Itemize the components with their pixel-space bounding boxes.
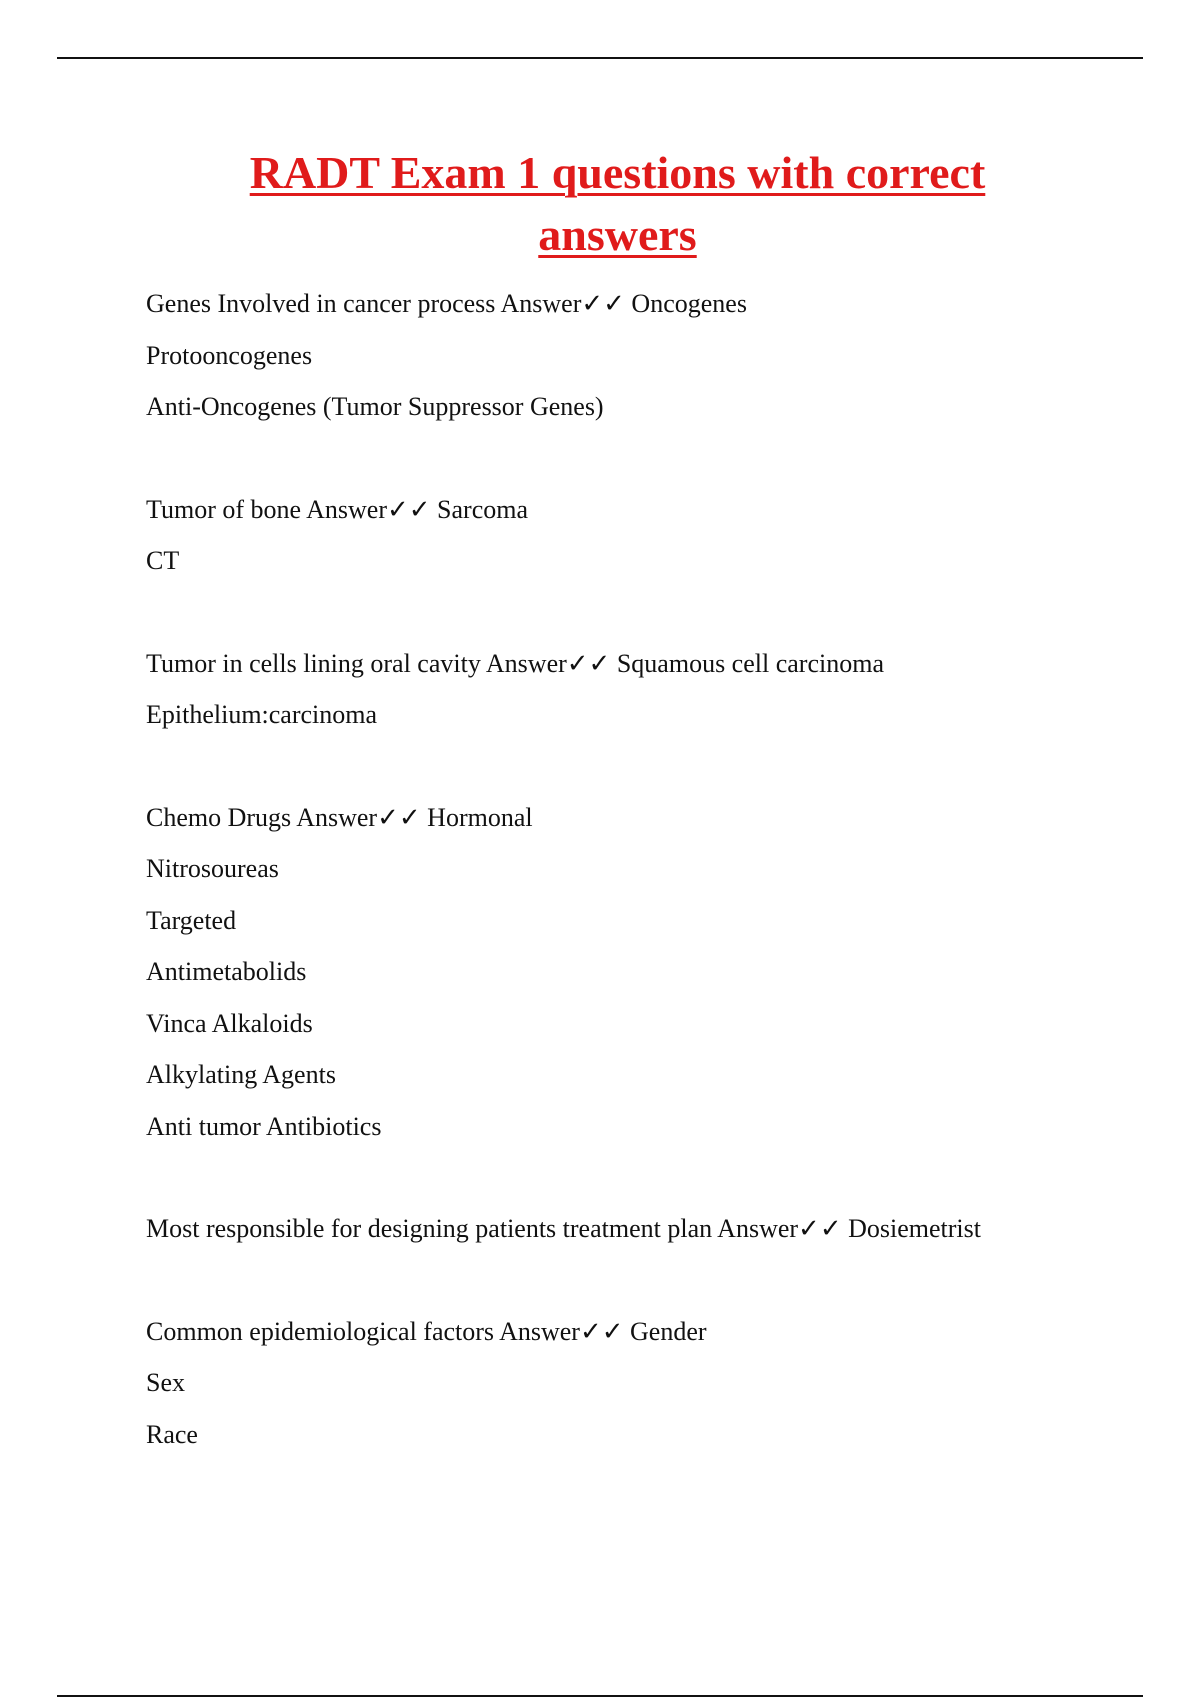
qa-answer-line: Targeted	[146, 905, 237, 935]
qa-answer-line: Protooncogenes	[146, 340, 313, 370]
qa-answer-line: CT	[146, 546, 180, 575]
qa-question-line: Genes Involved in cancer process Answer✓✓ Oncogenes	[146, 289, 747, 318]
qa-block-epidemiological	[146, 1306, 1146, 1461]
qa-answer-line: Alkylating Agents	[146, 1060, 336, 1089]
qa-question-line: Common epidemiological factors Answer✓✓ Gender	[146, 1316, 707, 1346]
qa-question-line: Chemo Drugs Answer✓✓ Hormonal	[146, 802, 533, 832]
qa-block-chemo-drugs	[146, 792, 1146, 1153]
qa-answer-line: Sex	[146, 1368, 185, 1397]
qa-block-genes	[146, 278, 1146, 433]
top-rule	[57, 57, 1143, 59]
qa-answer-line: Race	[146, 1419, 198, 1449]
qa-answer-line: Antimetabolids	[146, 957, 307, 986]
qa-answer-line: Anti-Oncogenes (Tumor Suppressor Genes)	[146, 392, 604, 421]
bottom-rule	[57, 1695, 1143, 1697]
qa-block-bone-tumor	[146, 484, 1146, 587]
title-line-1: RADT Exam 1 questions with correct	[249, 147, 986, 198]
qa-answer-line: Nitrosoureas	[146, 854, 279, 883]
qa-content	[146, 278, 1146, 1511]
document-title	[0, 142, 1200, 266]
qa-answer-line: Vinca Alkaloids	[146, 1008, 313, 1038]
qa-block-oral-cavity	[146, 638, 1146, 741]
qa-question-line: Tumor in cells lining oral cavity Answer✓✓ Squamous cell carcinoma	[146, 648, 884, 678]
qa-answer-line: Anti tumor Antibiotics	[146, 1111, 382, 1141]
qa-block-treatment-plan	[146, 1203, 1146, 1255]
qa-question-line: Tumor of bone Answer✓✓ Sarcoma	[146, 494, 529, 524]
qa-answer-line: Epithelium:carcinoma	[146, 700, 378, 729]
qa-question-line: Most responsible for designing patients treatment plan Answer✓✓ Dosiemetrist	[146, 1214, 981, 1243]
title-line-2: answers	[538, 209, 697, 260]
